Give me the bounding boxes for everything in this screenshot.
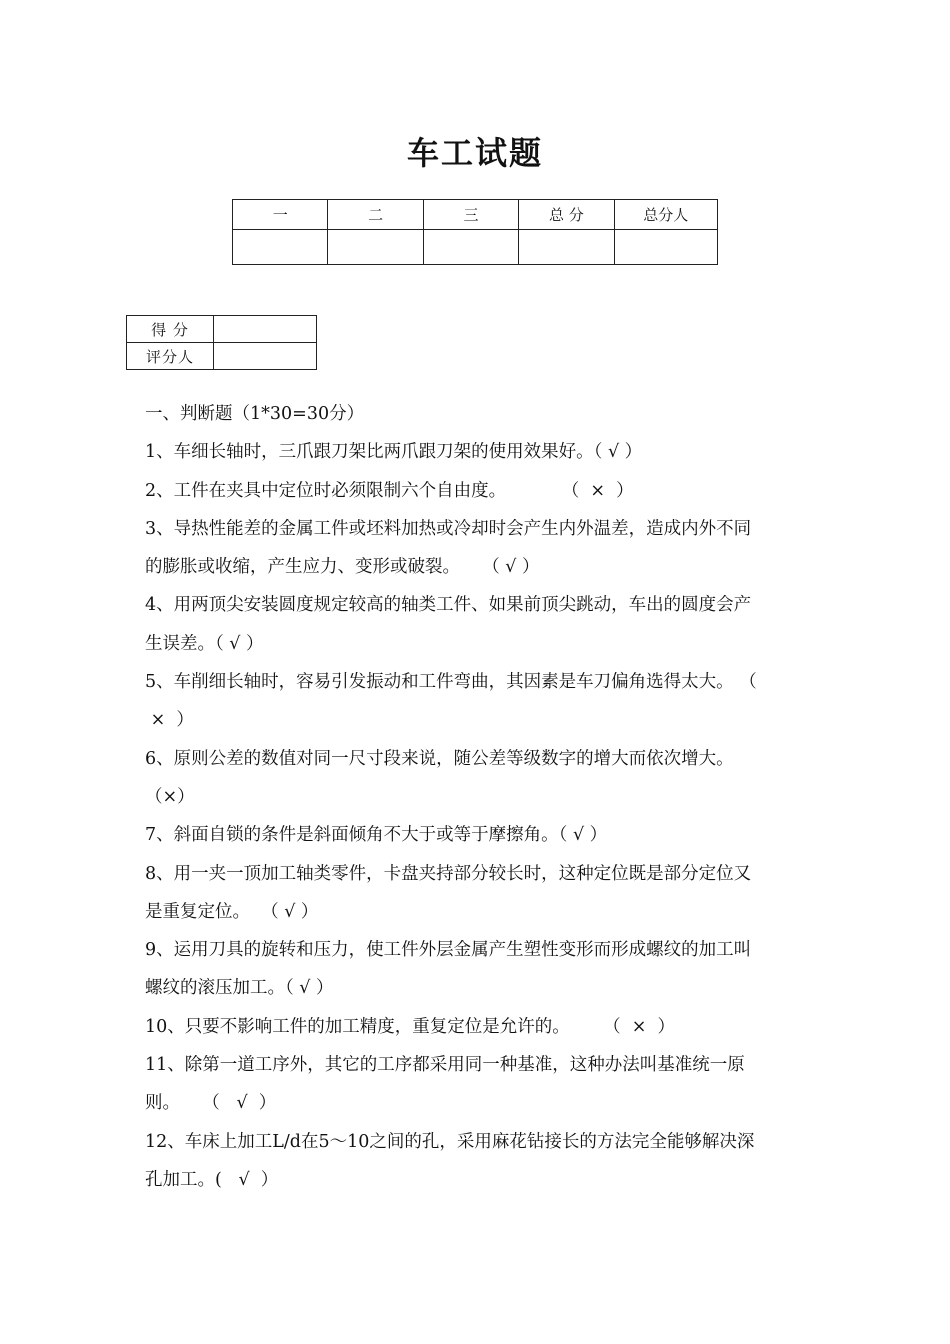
grade-label-grader: 评分人 <box>127 343 214 370</box>
score-cell-2 <box>328 230 423 265</box>
question-line: 的膨胀或收缩，产生应力、变形或破裂。 （ √ ） <box>145 557 540 578</box>
section-grade-table <box>126 315 317 370</box>
question-line: 1、车细长轴时，三爪跟刀架比两爪跟刀架的使用效果好。（ √ ） <box>145 442 643 463</box>
question-line: （×） <box>145 786 195 807</box>
question-line: × ） <box>145 710 194 731</box>
score-header-3: 三 <box>423 200 518 230</box>
question-line: 6、原则公差的数值对同一尺寸段来说，随公差等级数字的增大而依次增大。 <box>145 748 734 769</box>
question-line: 4、用两顶尖安装圆度规定较高的轴类工件、如果前顶尖跳动，车出的圆度会产 <box>145 595 752 616</box>
page-title: 车工试题 <box>406 134 543 172</box>
question-line: 生误差。（ √ ） <box>145 633 264 654</box>
score-summary-table <box>232 199 718 265</box>
score-header-grader: 总分人 <box>614 200 717 230</box>
score-cell-total <box>519 230 614 265</box>
grade-value-score <box>214 316 317 343</box>
score-header-total: 总 分 <box>519 200 614 230</box>
score-cell-1 <box>233 230 328 265</box>
question-line: 螺纹的滚压加工。（ √ ） <box>145 978 334 999</box>
question-line: 3、导热性能差的金属工件或坯料加热或冷却时会产生内外温差，造成内外不同 <box>145 518 752 539</box>
question-line: 是重复定位。 （ √ ） <box>145 901 319 922</box>
score-header-2: 二 <box>328 200 423 230</box>
score-header-1: 一 <box>233 200 328 230</box>
question-content <box>145 395 810 1199</box>
question-line: 孔加工。( √ ） <box>145 1169 279 1190</box>
grade-label-score: 得 分 <box>127 316 214 343</box>
grade-value-grader <box>214 343 317 370</box>
score-cell-grader <box>614 230 717 265</box>
score-cell-3 <box>423 230 518 265</box>
question-line: 11、除第一道工序外，其它的工序都采用同一种基准，这种办法叫基准统一原 <box>145 1055 745 1076</box>
question-line: 12、车床上加工L/d在5～10之间的孔，采用麻花钻接长的方法完全能够解决深 <box>145 1131 755 1152</box>
question-line: 则。 （ √ ） <box>145 1093 277 1114</box>
question-line: 2、工件在夹具中定位时必须限制六个自由度。 （ × ） <box>145 480 634 501</box>
question-line: 9、运用刀具的旋转和压力，使工件外层金属产生塑性变形而形成螺纹的加工叫 <box>145 940 752 961</box>
question-line: 7、斜面自锁的条件是斜面倾角不大于或等于摩擦角。（ √ ） <box>145 825 608 846</box>
question-line: 5、车削细长轴时，容易引发振动和工件弯曲，其因素是车刀偏角选得太大。 （ <box>145 672 757 693</box>
question-line: 10、只要不影响工件的加工精度，重复定位是允许的。 （ × ） <box>145 1016 676 1037</box>
section-heading: 一、判断题（1*30=30分） <box>145 404 365 424</box>
question-line: 8、用一夹一顶加工轴类零件，卡盘夹持部分较长时，这种定位既是部分定位又 <box>145 863 752 884</box>
